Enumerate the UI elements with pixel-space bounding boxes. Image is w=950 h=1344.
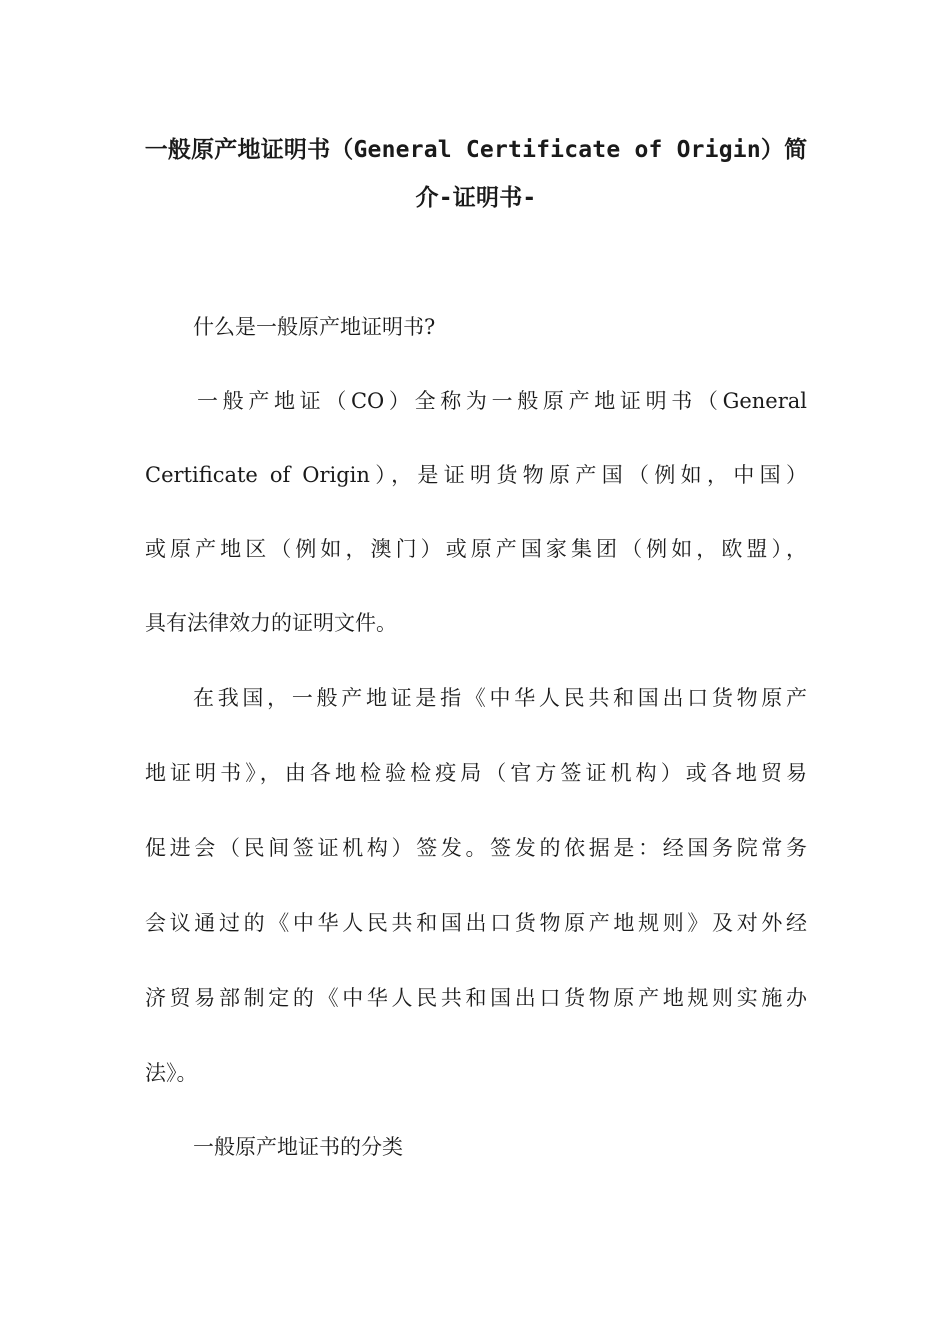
title-line-1: 一般原产地证明书（General Certificate of Origin）简	[144, 137, 808, 163]
section-heading-classification: 一般原产地证书的分类	[193, 1135, 403, 1159]
paragraph-line: 济贸易部制定的《中华人民共和国出口货物原产地规则实施办	[145, 986, 807, 1010]
section-heading-what: 什么是一般原产地证明书?	[193, 315, 436, 339]
paragraph-line: 一般产地证（CO）全称为一般原产地证明书（General	[197, 389, 807, 413]
paragraph-line: 或原产地区（例如，澳门）或原产国家集团（例如，欧盟），	[145, 537, 807, 561]
paragraph-line: Certificate of Origin），是证明货物原产国（例如，中国）	[145, 463, 807, 487]
paragraph-line: 会议通过的《中华人民共和国出口货物原产地规则》及对外经	[145, 911, 807, 935]
paragraph-line: 在我国，一般产地证是指《中华人民共和国出口货物原产	[193, 686, 807, 710]
document-title	[135, 126, 817, 222]
paragraph-line: 地证明书》，由各地检验检疫局（官方签证机构）或各地贸易	[145, 761, 807, 785]
paragraph-line: 法》。	[145, 1061, 198, 1085]
paragraph-line: 具有法律效力的证明文件。	[145, 611, 397, 635]
paragraph-line: 促进会（民间签证机构）签发。签发的依据是：经国务院常务	[145, 836, 807, 860]
title-line-2: 介-证明书-	[415, 185, 537, 211]
